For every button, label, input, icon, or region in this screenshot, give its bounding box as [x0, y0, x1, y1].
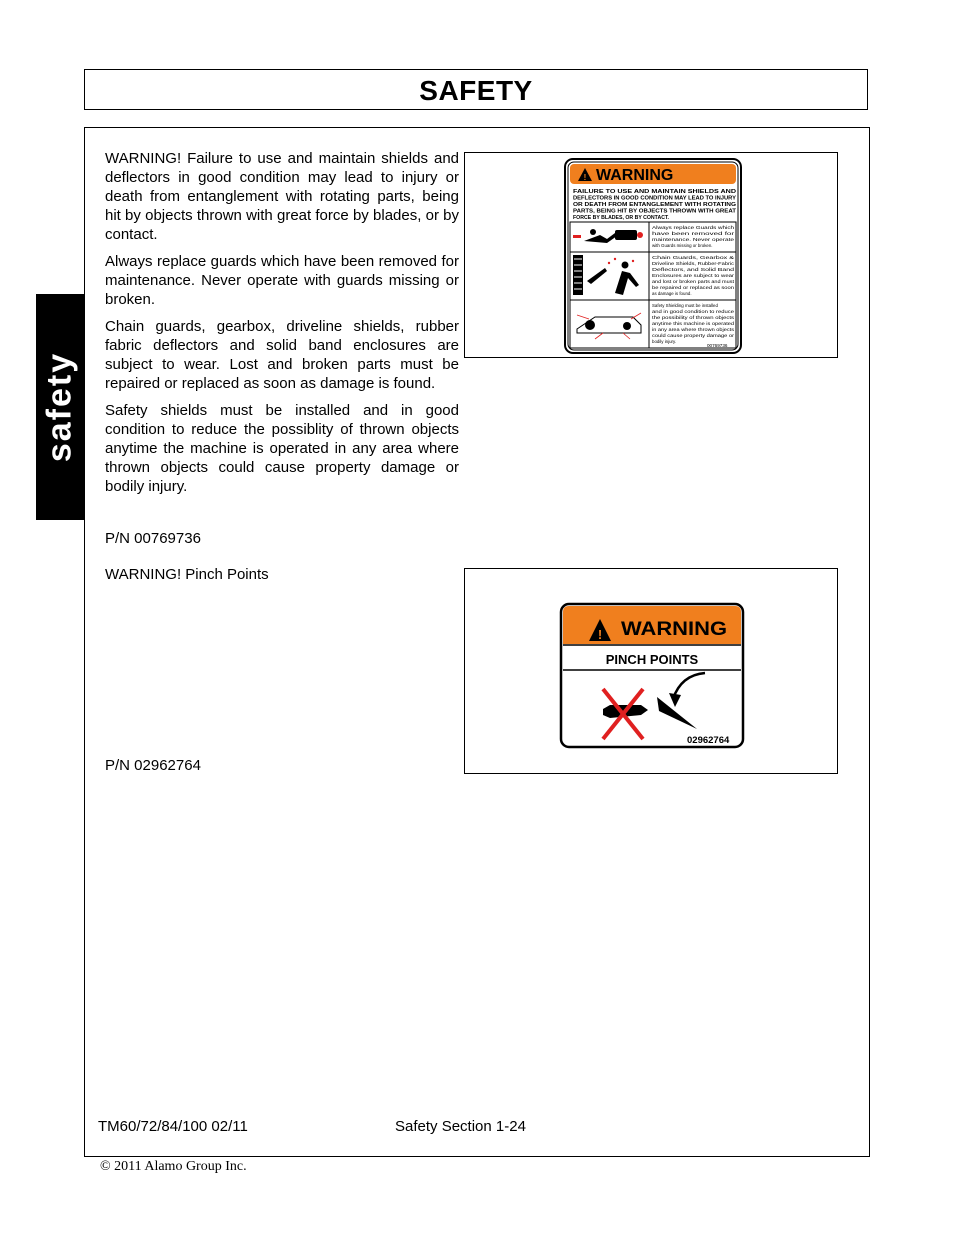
decal-frame-1	[464, 152, 838, 358]
decal1-row3-line: Safety Shielding must be installed	[652, 303, 718, 308]
side-tab	[36, 294, 84, 520]
decal1-row2-line: Deflectors, and Solid Band	[652, 267, 735, 272]
decal1-row2-line: Driveline Shields, Rubber-Fabric	[652, 261, 736, 266]
decal1-headline-line: OR DEATH FROM ENTANGLEMENT WITH ROTATING	[573, 202, 736, 208]
copyright: © 2011 Alamo Group Inc.	[100, 1159, 247, 1174]
part-number-1: P/N 00769736	[105, 530, 201, 547]
decal1-row1-line: Always replace Guards which	[652, 225, 735, 230]
decal1-row1-line: have been removed for	[652, 231, 735, 236]
side-tab-label: safety	[40, 351, 79, 463]
decal1-row1-line: with Guards missing or broken.	[652, 243, 713, 248]
pinch-points-caption: WARNING! Pinch Points	[105, 566, 269, 583]
page-title: SAFETY	[419, 75, 533, 106]
decal1-row3-line: could cause property damage or	[652, 333, 735, 338]
svg-text:!: !	[597, 627, 603, 642]
decal1-headline-line: DEFLECTORS IN GOOD CONDITION MAY LEAD TO INJURY	[573, 195, 737, 202]
decal1-row3-line: in any area where thrown objects	[652, 327, 736, 332]
decal1-row2-line: and lost or broken parts and must	[652, 279, 735, 284]
decal1-row2-line: as damage is found.	[652, 291, 692, 296]
decal1-signal-word: WARNING	[596, 167, 674, 184]
paragraph-chain-guards: Chain guards, gearbox, driveline shields, rubber fabric deflectors and solid band enclosures are subject to wear. Lost and broken parts must be repaired or replaced as soon as damage is found.	[105, 318, 459, 392]
footer-section: Safety Section 1-24	[395, 1118, 526, 1135]
paragraph-safety-shields: Safety shields must be installed and in good condition to reduce the possiblity of thrown objects anytime the machine is operated in any area where thrown objects could cause property damage or bodily injury.	[105, 402, 459, 495]
decal2-number: 02962764	[687, 735, 730, 746]
decal1-number: 00769736	[707, 343, 728, 348]
paragraph-replace-guards: Always replace guards which have been removed for maintenance. Never operate with guards missing or broken.	[105, 253, 459, 308]
decal1-row2-line: Enclosures are subject to wear	[652, 273, 735, 278]
decal1-row2-line: be repaired or replaced as soon	[652, 285, 735, 290]
decal1-row3-line: and in good condition to reduce	[652, 309, 735, 314]
decal1-row3-line: the possibility of thrown objects	[652, 315, 736, 320]
part-number-2: P/N 02962764	[105, 757, 201, 774]
paragraph-warning: WARNING! Failure to use and maintain shields and deflectors in good condition may lead to injury or death from entanglement with rotating parts, being hit by objects thrown with great force by blades, or by contact.	[105, 150, 459, 243]
warning-decal-pinch-points	[465, 569, 837, 773]
decal1-row3-line: bodily injury.	[652, 339, 677, 344]
decal1-headline-line: PARTS, BEING HIT BY OBJECTS THROWN WITH GREAT	[573, 208, 737, 215]
decal1-row3-line: anytime this machine is operated	[652, 321, 735, 326]
decal1-headline-line: FORCE BY BLADES, OR BY CONTACT.	[573, 215, 669, 221]
decal2-signal-word: WARNING	[621, 619, 727, 640]
warning-decal-shields	[465, 153, 837, 357]
decal2-subtitle: PINCH POINTS	[605, 652, 699, 667]
header-box	[84, 69, 868, 110]
footer-model: TM60/72/84/100 02/11	[98, 1118, 248, 1135]
decal-frame-2	[464, 568, 838, 774]
svg-text:!: !	[583, 173, 587, 182]
decal1-headline-line: FAILURE TO USE AND MAINTAIN SHIELDS AND	[573, 189, 737, 195]
decal1-row1-line: maintenance. Never operate	[652, 237, 735, 242]
decal1-row2-line: Chain Guards, Gearbox &	[652, 255, 735, 260]
